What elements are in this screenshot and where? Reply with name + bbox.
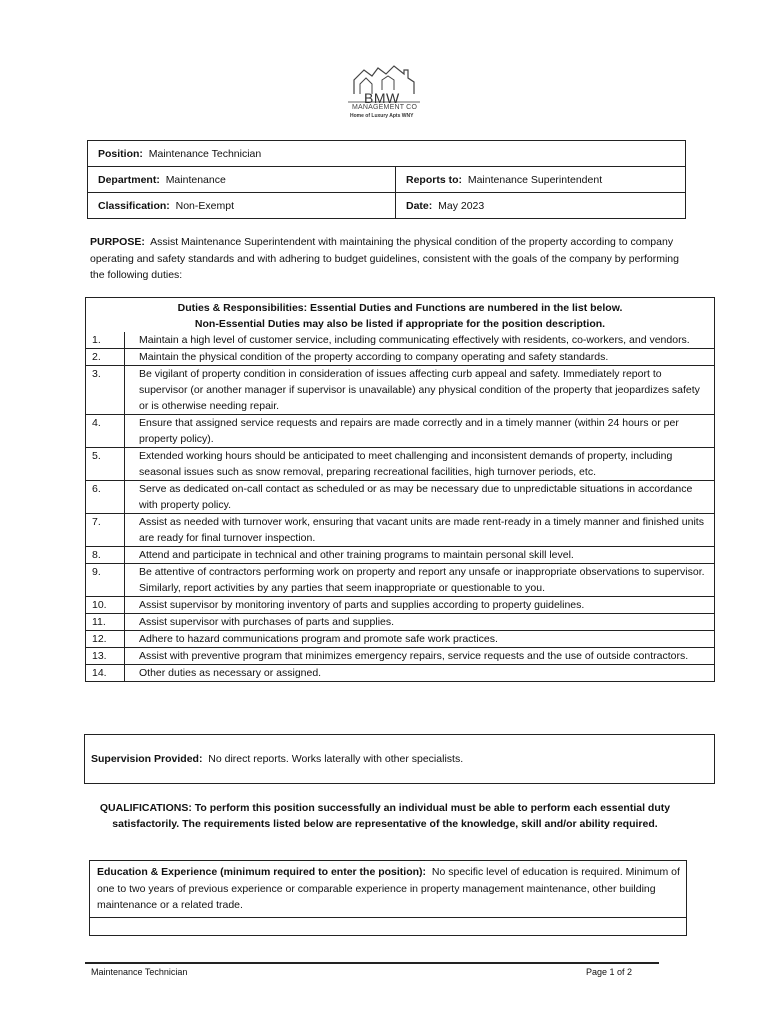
duty-number: 9.: [86, 564, 125, 596]
duty-rows: [86, 332, 714, 681]
duty-text: Be vigilant of property condition in consideration of issues affecting curb appeal and safety. Immediately report to supervisor (or another manager if supervisor is unavailable) any physical condition of the property that jeopardizes safety or is otherwise needing repair.: [139, 368, 700, 412]
supervision-text: No direct reports. Works laterally with other specialists.: [208, 753, 464, 765]
purpose-section: [90, 234, 690, 284]
duty-text: Adhere to hazard communications program and promote safe work practices.: [139, 633, 498, 645]
duty-number: 2.: [86, 349, 125, 365]
duty-row: [86, 513, 714, 546]
position-value: Maintenance Technician: [148, 147, 262, 160]
duty-number: 3.: [86, 366, 125, 414]
duty-number: 14.: [86, 665, 125, 681]
duty-row: [86, 447, 714, 480]
classification-cell: Classification: Non-Exempt: [88, 193, 396, 219]
duty-row: [86, 647, 714, 664]
footer-divider: [85, 962, 659, 964]
duty-text: Assist with preventive program that minimizes emergency repairs, service requests and the use of outside contractors.: [139, 650, 689, 662]
logo-brand: BMW: [364, 90, 400, 106]
duty-row: [86, 664, 714, 681]
duty-text: Assist as needed with turnover work, ensuring that vacant units are made rent-ready in a timely manner and finished units are ready for final turnover inspection.: [139, 516, 704, 544]
position-info-table: [87, 140, 686, 219]
duty-text: Assist supervisor by monitoring inventory of parts and supplies according to property guidelines.: [139, 599, 585, 611]
duty-number: 7.: [86, 514, 125, 546]
duty-number: 13.: [86, 648, 125, 664]
duty-number: 6.: [86, 481, 125, 513]
duty-text: Maintain the physical condition of the property according to company operating and safety standards.: [139, 351, 609, 363]
department-value: Maintenance: [165, 173, 226, 186]
duty-text: Other duties as necessary or assigned.: [139, 667, 322, 679]
duty-row: [86, 365, 714, 414]
education-blank-row: [90, 917, 686, 935]
duty-number: 11.: [86, 614, 125, 630]
duty-row: [86, 596, 714, 613]
duty-text: Maintain a high level of customer service, including communicating effectively with residents, co-workers, and vendors.: [139, 334, 690, 346]
duty-text: Assist supervisor with purchases of parts and supplies.: [139, 616, 395, 628]
duty-text: Extended working hours should be anticipated to meet challenging and inconsistent demands of property, including seasonal issues such as snow removal, preparing recreational facilities, high turnover periods, etc.: [139, 450, 673, 478]
duties-header: Duties & Responsibilities: Essential Duties and Functions are numbered in the list below. Non-Essential Duties may also be listed if appropriate for the position description.: [177, 302, 623, 330]
department-cell: Department: Maintenance: [88, 167, 396, 193]
duty-row: [86, 630, 714, 647]
education-text: No specific level of education is required. Minimum of one to two years of previous experience or comparable experience in property management maintenance, other building maintenance or a related trade.: [97, 866, 680, 911]
education-box: [89, 860, 687, 936]
purpose-text: Assist Maintenance Superintendent with maintaining the physical condition of the property according to company operating and safety standards and with adhering to budget guidelines, consistent with the goals of the company by performing the following duties:: [90, 236, 679, 281]
supervision-label: Supervision Provided:: [91, 753, 203, 765]
duty-row: [86, 613, 714, 630]
duty-text: Be attentive of contractors performing work on property and report any unsafe or inappropriate observations to supervisor. Similarly, report activities by any parties that seem inappropriate or questionable to you.: [139, 566, 705, 594]
duty-text: Serve as dedicated on-call contact as scheduled or as may be necessary due to unpredictable situations in accordance with property policy.: [139, 483, 693, 511]
duty-number: 5.: [86, 448, 125, 480]
duty-row: [86, 414, 714, 447]
purpose-label: PURPOSE:: [90, 236, 145, 248]
duty-row: [86, 348, 714, 365]
footer-title: Maintenance Technician: [91, 967, 188, 977]
duty-number: 4.: [86, 415, 125, 447]
education-label: Education & Experience (minimum required to enter the position):: [97, 866, 427, 878]
date-cell: Date: May 2023: [396, 193, 686, 219]
reports-to-value: Maintenance Superintendent: [467, 173, 603, 186]
logo-tagline: Home of Luxury Apts WNY: [350, 113, 414, 119]
duty-row: [86, 480, 714, 513]
duties-table: [85, 297, 715, 682]
duty-row: [86, 546, 714, 563]
duty-number: 12.: [86, 631, 125, 647]
classification-value: Non-Exempt: [175, 199, 234, 212]
position-cell: Position: Maintenance Technician: [88, 141, 686, 167]
duty-number: 1.: [86, 332, 125, 348]
duty-row: [86, 563, 714, 596]
qualifications-heading: QUALIFICATIONS: To perform this position successfully an individual must be able to perform each essential duty satisfactorily. The requirements listed below are representative of the knowledge, skill and/or ability required.: [99, 802, 671, 830]
reports-to-cell: Reports to: Maintenance Superintendent: [396, 167, 686, 193]
duty-text: Attend and participate in technical and other training programs to maintain personal skill level.: [139, 549, 574, 561]
supervision-box: [84, 734, 715, 784]
duty-number: 8.: [86, 547, 125, 563]
logo-subtitle: MANAGEMENT CO: [352, 104, 418, 111]
company-logo: [342, 64, 426, 124]
duty-text: Ensure that assigned service requests and repairs are made correctly and in a timely manner (within 24 hours or per property policy).: [139, 417, 679, 445]
duty-number: 10.: [86, 597, 125, 613]
page-number: Page 1 of 2: [586, 967, 633, 977]
duty-row: [86, 332, 714, 348]
date-value: May 2023: [438, 199, 485, 212]
